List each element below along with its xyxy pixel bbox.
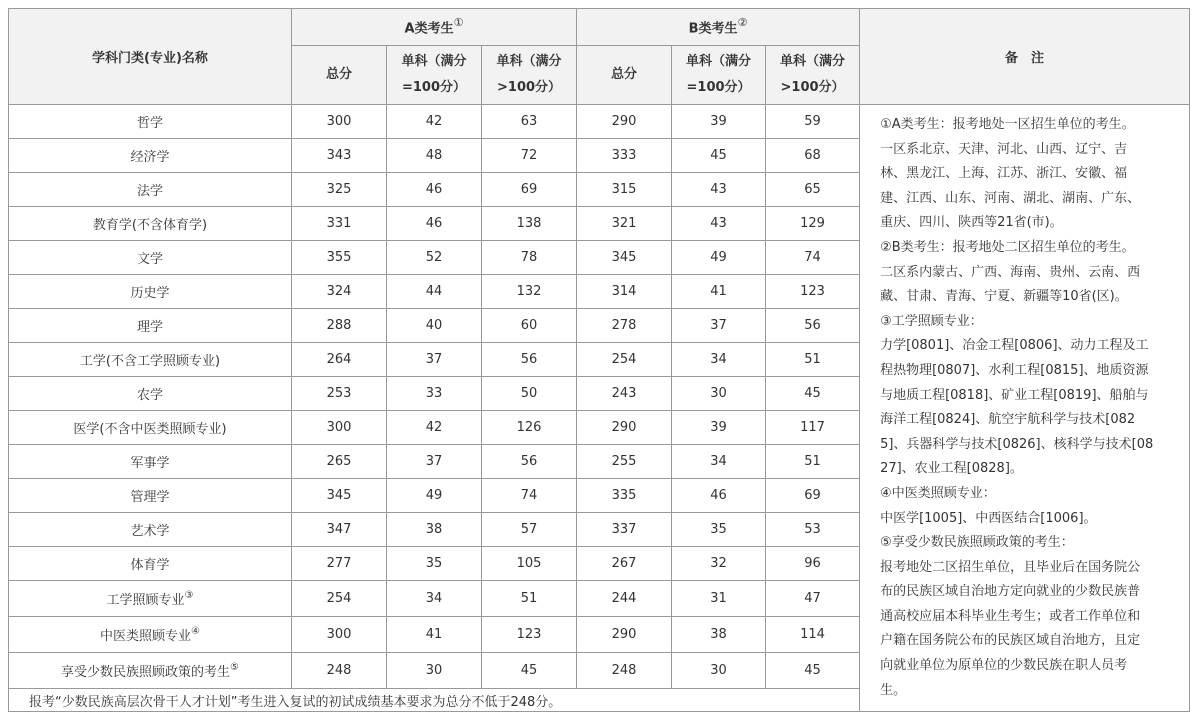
a-total-cell: 347 [292,513,387,547]
remark-line: 程热物理[0807]、水利工程[0815]、地质资源 [880,362,1149,378]
a-single-100-cell: 44 [387,275,482,309]
b-total-cell: 254 [577,343,672,377]
b-single-100-cell: 38 [672,617,766,653]
remark-line: 中医学[1005]、中西医结合[1006]。 [880,510,1097,526]
a-total-cell: 300 [292,617,387,653]
b-total-cell: 314 [577,275,672,309]
score-table [8,8,1190,712]
remark-line: 二区系内蒙古、广西、海南、贵州、云南、西 [880,264,1141,280]
b-total-cell: 278 [577,309,672,343]
b-single-100-cell: 30 [672,377,766,411]
b-single-100-cell: 49 [672,241,766,275]
subject-name-cell: 艺术学 [9,513,292,547]
a-total-cell: 355 [292,241,387,275]
remark-line: 5]、兵器科学与技术[0826]、核科学与技术[08 [880,436,1154,452]
b-total-cell: 315 [577,173,672,207]
a-single-100-cell: 38 [387,513,482,547]
a-single-gt100-cell: 57 [482,513,577,547]
remark-line: 27]、农业工程[0828]。 [880,461,1023,477]
a-single-100-cell: 41 [387,617,482,653]
subject-name-cell: 享受少数民族照顾政策的考生⑤ [9,653,292,689]
b-single-gt100-cell: 53 [766,513,860,547]
remark-line: ②B类考生：报考地处二区招生单位的考生。 [880,239,1135,255]
b-single-gt100-cell: 47 [766,581,860,617]
b-single-gt100-cell: 45 [766,377,860,411]
a-total-cell: 325 [292,173,387,207]
footnote-mark: ⑤ [230,661,239,673]
a-total-cell: 265 [292,445,387,479]
a-total-cell: 288 [292,309,387,343]
a-single-100-cell: 48 [387,139,482,173]
a-single-gt100-cell: 78 [482,241,577,275]
a-single-gt100-cell: 72 [482,139,577,173]
group-a-mark: ① [453,16,464,30]
remark-line: ⑤享受少数民族照顾政策的考生： [880,535,1074,551]
b-total-cell: 290 [577,411,672,445]
remark-line: 报考地处二区招生单位，且毕业后在国务院公 [880,559,1141,575]
remark-line: 建、江西、山东、河南、湖北、湖南、广东、 [880,190,1141,206]
b-total-cell: 337 [577,513,672,547]
a-single-100-cell: 46 [387,207,482,241]
b-total-cell: 290 [577,105,672,139]
a-single-100-cell: 34 [387,581,482,617]
b-total-cell: 243 [577,377,672,411]
b-single-gt100-cell: 59 [766,105,860,139]
a-total-cell: 345 [292,479,387,513]
a-single-100-cell: 42 [387,411,482,445]
b-single-gt100-cell: 56 [766,309,860,343]
b-single-gt100-cell: 117 [766,411,860,445]
group-b-mark: ② [737,16,748,30]
remark-line: 户籍在国务院公布的民族区域自治地方，且定 [880,633,1141,649]
a-total-cell: 324 [292,275,387,309]
footer-note: 报考“少数民族高层次骨干人才计划”考生进入复试的初试成绩基本要求为总分不低于248分。 [9,689,860,712]
subject-name-cell: 中医类照顾专业④ [9,617,292,653]
group-b-header: B类考生② [577,9,860,46]
remark-line: 藏、甘肃、青海、宁夏、新疆等10省(区)。 [880,289,1128,305]
b-single-100-cell: 32 [672,547,766,581]
subject-name-cell: 工学照顾专业③ [9,581,292,617]
b-single-gt100-cell: 74 [766,241,860,275]
a-total-cell: 343 [292,139,387,173]
subject-name-cell: 教育学(不含体育学) [9,207,292,241]
b-single-gt100-cell: 129 [766,207,860,241]
remark-line: 林、黑龙江、上海、江苏、浙江、安徽、福 [880,166,1128,182]
a-single-100-cell: 35 [387,547,482,581]
a-single-gt100-cell: 123 [482,617,577,653]
remark-line: 海洋工程[0824]、航空宇航科学与技术[082 [880,412,1136,428]
subject-name-cell: 哲学 [9,105,292,139]
remark-line: 通高校应届本科毕业生考生；或者工作单位和 [880,608,1141,624]
a-single-100-cell: 46 [387,173,482,207]
b-total-cell: 267 [577,547,672,581]
a-single-gt100-cell: 56 [482,343,577,377]
b-total-cell: 290 [577,617,672,653]
b-single-gt100-cell: 69 [766,479,860,513]
b-single-gt100-cell: 96 [766,547,860,581]
a-single-100-cell: 52 [387,241,482,275]
a-single-100-cell: 33 [387,377,482,411]
b-total-cell: 345 [577,241,672,275]
a-single-100-cell: 40 [387,309,482,343]
remark-line: ③工学照顾专业： [880,313,983,329]
a-single-100-cell: 42 [387,105,482,139]
b-single-100-cell: 41 [672,275,766,309]
subject-name-cell: 文学 [9,241,292,275]
b-single-gt100-cell: 51 [766,445,860,479]
a-single-gt100-cell: 60 [482,309,577,343]
b-single-100-cell: 43 [672,207,766,241]
b-single-gt100-cell: 51 [766,343,860,377]
b-single-100-cell: 34 [672,445,766,479]
a-total-cell: 277 [292,547,387,581]
b-single-100-cell: 39 [672,411,766,445]
subject-name-cell: 历史学 [9,275,292,309]
remark-line: 一区系北京、天津、河北、山西、辽宁、吉 [880,141,1128,157]
a-single-gt100-cell: 56 [482,445,577,479]
subject-name-cell: 医学(不含中医类照顾专业) [9,411,292,445]
b-single-100-cell: 31 [672,581,766,617]
b-single-100-cell: 45 [672,139,766,173]
a-single-gt100-cell: 126 [482,411,577,445]
remark-line: ①A类考生：报考地处一区招生单位的考生。 [880,117,1135,132]
a-total-header: 总分 [292,46,387,105]
a-single-gt100-cell: 132 [482,275,577,309]
a-single-100-header: 单科（满分 =100分） [387,46,482,105]
b-total-cell: 248 [577,653,672,689]
a-single-gt100-cell: 45 [482,653,577,689]
remark-line: 力学[0801]、冶金工程[0806]、动力工程及工 [880,338,1149,354]
subject-name-cell: 体育学 [9,547,292,581]
a-single-gt100-cell: 69 [482,173,577,207]
table-row [9,105,1190,139]
a-single-gt100-cell: 138 [482,207,577,241]
subject-name-cell: 农学 [9,377,292,411]
remark-line: 生。 [880,682,907,698]
remark-line: 向就业单位为原单位的少数民族在职人员考 [880,658,1128,674]
b-total-cell: 255 [577,445,672,479]
b-total-header: 总分 [577,46,672,105]
a-single-gt100-cell: 74 [482,479,577,513]
a-single-100-cell: 37 [387,445,482,479]
a-single-gt100-cell: 51 [482,581,577,617]
b-single-100-cell: 46 [672,479,766,513]
subject-name-cell: 管理学 [9,479,292,513]
subject-column-header: 学科门类(专业)名称 [9,9,292,105]
a-single-gt100-header: 单科（满分 >100分） [482,46,577,105]
a-total-cell: 300 [292,105,387,139]
b-single-100-cell: 34 [672,343,766,377]
subject-name-cell: 军事学 [9,445,292,479]
a-total-cell: 300 [292,411,387,445]
subject-name-cell: 理学 [9,309,292,343]
subject-name-cell: 法学 [9,173,292,207]
a-total-cell: 248 [292,653,387,689]
remark-line: 布的民族区域自治地方定向就业的少数民族普 [880,584,1141,600]
a-total-cell: 254 [292,581,387,617]
b-single-100-header: 单科（满分 =100分） [672,46,766,105]
b-total-cell: 321 [577,207,672,241]
a-total-cell: 264 [292,343,387,377]
b-single-100-cell: 30 [672,653,766,689]
b-single-gt100-cell: 123 [766,275,860,309]
b-total-cell: 335 [577,479,672,513]
b-single-gt100-header: 单科（满分 >100分） [766,46,860,105]
remarks-cell [860,105,1190,712]
b-single-gt100-cell: 68 [766,139,860,173]
b-single-100-cell: 37 [672,309,766,343]
b-total-cell: 244 [577,581,672,617]
group-a-header: A类考生① [292,9,577,46]
b-single-100-cell: 43 [672,173,766,207]
remark-column-header: 备 注 [860,9,1190,105]
a-total-cell: 331 [292,207,387,241]
b-single-gt100-cell: 45 [766,653,860,689]
subject-name-cell: 经济学 [9,139,292,173]
b-total-cell: 333 [577,139,672,173]
a-single-100-cell: 37 [387,343,482,377]
remark-line: ④中医类照顾专业： [880,485,996,501]
a-single-100-cell: 30 [387,653,482,689]
a-single-gt100-cell: 105 [482,547,577,581]
b-single-100-cell: 39 [672,105,766,139]
footnote-mark: ④ [191,625,200,637]
subject-name-cell: 工学(不含工学照顾专业) [9,343,292,377]
a-single-gt100-cell: 63 [482,105,577,139]
remark-line: 与地质工程[0818]、矿业工程[0819]、船舶与 [880,387,1149,403]
a-single-gt100-cell: 50 [482,377,577,411]
b-single-100-cell: 35 [672,513,766,547]
remark-line: 重庆、四川、陕西等21省(市)。 [880,215,1063,231]
a-total-cell: 253 [292,377,387,411]
b-single-gt100-cell: 114 [766,617,860,653]
a-single-100-cell: 49 [387,479,482,513]
b-single-gt100-cell: 65 [766,173,860,207]
footnote-mark: ③ [184,589,194,601]
